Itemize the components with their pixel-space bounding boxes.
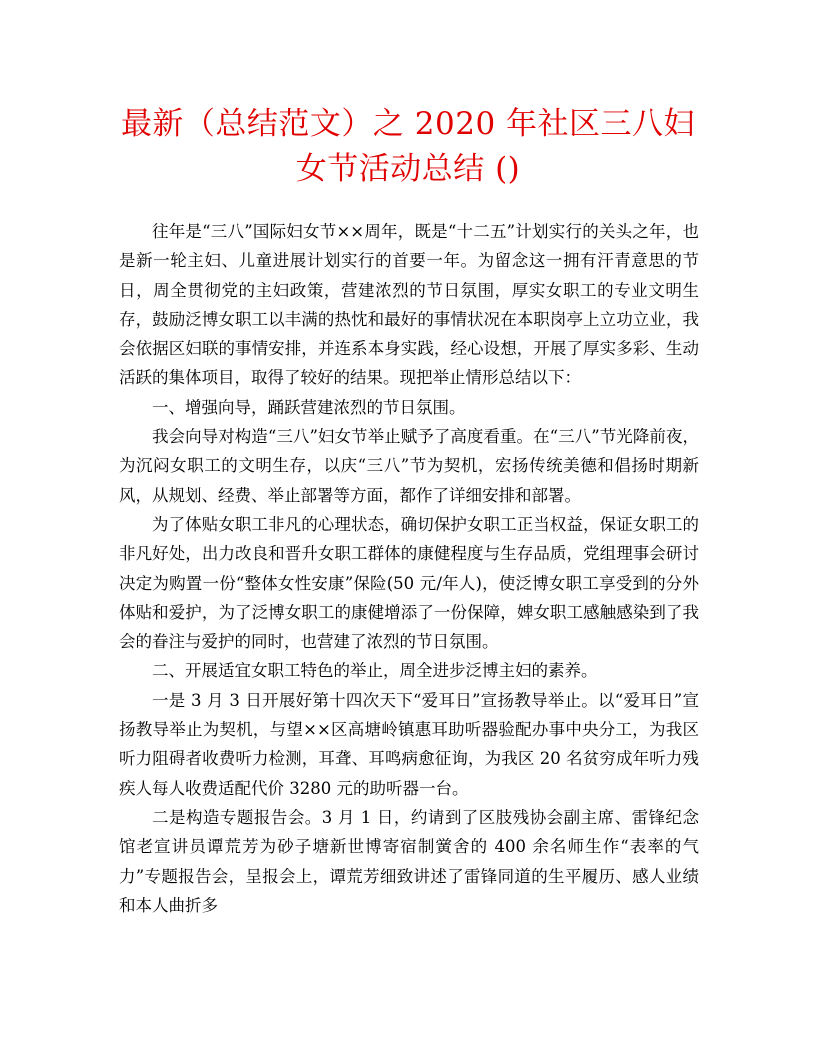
paragraph-section-1-b: 为了体贴女职工非凡的心理状态，确切保护女职工正当权益，保证女职工的非凡好处，出力改良和晋升女职工群体的康健程度与生存品质，党组理事会研讨决定为购置一份“整体女性安康”保险(50 元/年人)，使泛博女职工享受到的分外体贴和爱护，为了泛博女职工的康健增添了一份保障，婢女职工感触感染到了我会的眷注与爱护的同时，也营建了浓烈的节日氛围。 [119,514,699,652]
document-body [119,217,699,920]
paragraph-section-2-b: 二是构造专题报告会。3 月 1 日，约请到了区肢残协会副主席、雷锋纪念馆老宣讲员谭荒芳为砂子塘新世博寄宿制黉舍的 400 余名师生作“表率的气力”专题报告会，呈报会上，谭荒芳细致讲述了雷锋同道的生平履历、感人业绩和本人曲折多 [119,807,699,915]
document-title [100,102,716,192]
document-title-line-2: 女节活动总结 () [295,151,521,187]
paragraph-section-2-a: 一是 3 月 3 日开展好第十四次天下“爱耳日”宣扬教导举止。以“爱耳日”宣扬教导举止为契机，与望××区高塘岭镇惠耳助听器验配办事中央分工，为我区听力阻碍者收费听力检测，耳聋、耳鸣病愈征询，为我区 20 名贫穷成年听力残疾人每人收费适配代价 3280 元的助听器一台。 [119,690,699,798]
heading-section-1: 一、增强向导，踊跃营建浓烈的节日氛围。 [152,397,466,417]
paragraph-section-1-a: 我会向导对构造“三八”妇女节举止赋予了高度看重。在“三八”节光降前夜，为沉闷女职工的文明生存，以庆“三八”节为契机，宏扬传统美德和倡扬时期新风，从规划、经费、举止部署等方面，都作了详细安排和部署。 [119,427,699,505]
document-title-line-1: 最新（总结范文）之 2020 年社区三八妇 [120,106,696,142]
paragraph-intro: 往年是“三八”国际妇女节××周年，既是“十二五”计划实行的关头之年，也是新一轮主妇、儿童进展计划实行的首要一年。为留念这一拥有汗青意思的节日，周全贯彻党的主妇政策，营建浓烈的节日氛围，厚实女职工的专业文明生存，鼓励泛博女职工以丰满的热忱和最好的事情状况在本职岗亭上立功立业，我会依据区妇联的事情安排，并连系本身实践，经心设想，开展了厚实多彩、生动活跃的集体项目，取得了较好的结果。现把举止情形总结以下： [119,222,699,388]
heading-section-2: 二、开展适宜女职工特色的举止，周全进步泛博主妇的素养。 [152,661,598,681]
